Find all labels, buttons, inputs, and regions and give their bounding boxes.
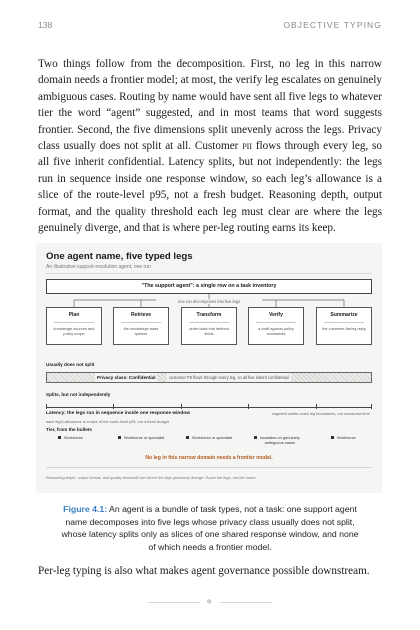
privacy-section-label: Usually does not split bbox=[46, 362, 95, 367]
tier-label-line-1: escalates on genuinely bbox=[260, 435, 300, 440]
ornament-line-right bbox=[220, 602, 272, 603]
section-ornament bbox=[148, 598, 272, 606]
leg-description: knowledge sources and policy scope bbox=[53, 326, 95, 336]
legs-row bbox=[46, 307, 372, 345]
leg-divider bbox=[189, 322, 229, 323]
tier-item bbox=[331, 435, 356, 440]
page-number: 138 bbox=[38, 20, 53, 30]
tier-swatch bbox=[254, 436, 257, 439]
leg-name: Summarize bbox=[330, 312, 358, 318]
body-text-part-2: flows through every leg, so all five inherit confidential. Latency splits, but not independently: the legs run in sequence inside one response window, so each leg’s allowance is a slice of the route-level p95, not a fresh budget. Reasoning depth, output format, and the quality threshold each leg must clear are where the legs genuinely diverge, and that is where per-leg routing earns its keep. bbox=[38, 140, 382, 235]
leg-retrieve bbox=[113, 307, 169, 345]
leg-divider bbox=[54, 322, 94, 323]
leg-name: Transform bbox=[196, 312, 222, 318]
ornament-dot-icon: ❖ bbox=[206, 598, 213, 606]
ornament-line-left bbox=[148, 602, 200, 603]
latency-tick bbox=[248, 404, 249, 409]
leg-verify bbox=[248, 307, 304, 345]
tier-label: Workhorse bbox=[64, 435, 83, 440]
tier-item bbox=[58, 435, 83, 440]
leg-transform bbox=[181, 307, 237, 345]
decompose-note: one run decomposes into five legs bbox=[156, 299, 262, 304]
leg-divider bbox=[256, 322, 296, 323]
tier-swatch bbox=[331, 436, 334, 439]
leg-divider bbox=[121, 322, 161, 323]
privacy-class-note: customer PII flows through every leg, so all five inherit confidential bbox=[169, 375, 289, 380]
figure-footnote: Reasoning depth, output format, and quality threshold are where the legs genuinely diverge. Route the legs, not the name. bbox=[46, 475, 257, 480]
running-head bbox=[38, 20, 382, 30]
tier-label bbox=[260, 435, 300, 445]
body-text-pii: pii bbox=[242, 140, 252, 153]
latency-timeline bbox=[46, 407, 372, 408]
tier-label-line-2: ambiguous cases bbox=[264, 440, 295, 445]
latency-tick bbox=[181, 404, 182, 409]
tier-label: Workhorse or specialist bbox=[124, 435, 165, 440]
leg-description: a draft against policy constraints bbox=[258, 326, 294, 336]
tier-label: Workhorse bbox=[337, 435, 356, 440]
latency-tick bbox=[316, 404, 317, 409]
leg-plan bbox=[46, 307, 102, 345]
tier-item bbox=[118, 435, 164, 440]
caption-label: Figure 4.1: bbox=[63, 504, 108, 514]
tier-item bbox=[254, 435, 300, 445]
privacy-class-bar bbox=[46, 372, 372, 383]
no-frontier-note: No leg in this narrow domain needs a frontier model. bbox=[145, 455, 273, 461]
leg-name: Plan bbox=[68, 312, 80, 318]
figure-divider-bottom bbox=[46, 467, 372, 468]
latency-tick bbox=[46, 404, 47, 409]
figure-divider bbox=[46, 273, 372, 274]
leg-name: Retrieve bbox=[130, 312, 152, 318]
latency-tick bbox=[113, 404, 114, 409]
tier-section-label: Tier, from the bullets bbox=[46, 427, 93, 432]
caption-text: An agent is a bundle of task types, not a task: one support agent name decomposes into five legs whose privacy class usually does not split, whose latency splits only as slices of one shared response window, and none of which needs a frontier model. bbox=[61, 504, 359, 552]
leg-description: the customer-facing reply bbox=[322, 326, 366, 331]
privacy-class-label: Privacy class: Confidential bbox=[97, 375, 156, 380]
tier-swatch bbox=[58, 436, 61, 439]
closing-paragraph: Per-leg typing is also what makes agent governance possible downstream. bbox=[38, 565, 370, 577]
body-paragraph bbox=[38, 56, 382, 236]
tier-label: Workhorse or specialist bbox=[192, 435, 233, 440]
leg-description: the knowledge-base queries bbox=[123, 326, 159, 336]
running-title: OBJECTIVE TYPING bbox=[283, 20, 382, 30]
figure-subtitle: An illustrative support-resolution agent, one run bbox=[46, 264, 151, 270]
leg-summarize bbox=[316, 307, 372, 345]
latency-label: Latency: the legs run in sequence inside one response window bbox=[46, 411, 190, 416]
figure-title: One agent name, five typed legs bbox=[46, 251, 193, 262]
tier-row bbox=[46, 435, 372, 449]
figure-caption bbox=[58, 503, 362, 553]
latency-note: segment widths mark leg boundaries, not measured time bbox=[272, 411, 370, 416]
latency-section-label: Splits, but not independently bbox=[46, 392, 111, 397]
leg-divider bbox=[324, 322, 364, 323]
latency-tick bbox=[371, 404, 372, 409]
tier-swatch bbox=[118, 436, 121, 439]
tier-item bbox=[186, 435, 232, 440]
agent-name-box: "The support agent": a single row on a task inventory bbox=[46, 279, 372, 294]
leg-name: Verify bbox=[269, 312, 283, 318]
tier-swatch bbox=[186, 436, 189, 439]
body-text-part-1: Two things follow from the decomposition. First, no leg in this narrow domain needs a frontier model; at most, the verify leg escalates on genuinely ambiguous cases. Routing by name would have sent all five legs to whatever tier the word “agent” suggested, and in most teams that word suggests frontier. Second, the five dimensions split unevenly across the legs. Privacy class usually does not split at all. Customer bbox=[38, 58, 382, 153]
latency-subnote: each leg's allowance is a slice of the route-level p95, not a fresh budget bbox=[46, 419, 169, 424]
leg-description: order facts into defined fields bbox=[189, 326, 229, 336]
figure-4-1 bbox=[36, 243, 382, 493]
